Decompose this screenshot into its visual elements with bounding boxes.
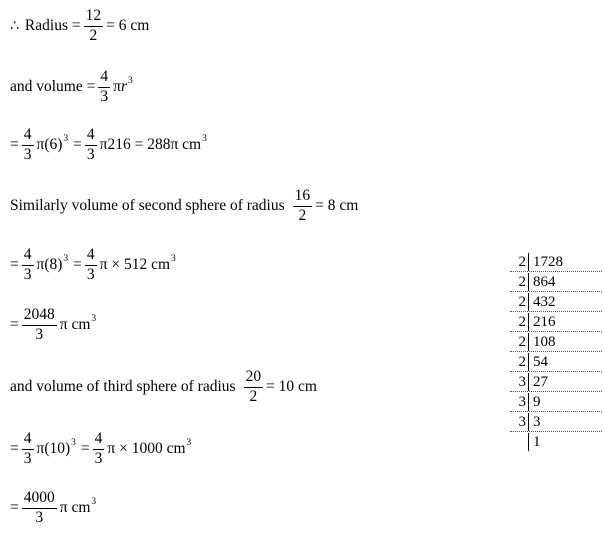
denominator: 3 (86, 265, 95, 283)
pi-times-ten-cubed: π(10) (36, 440, 71, 457)
second-sphere-radius-line (10, 189, 358, 223)
fraction-4-over-3 (93, 431, 105, 467)
first-volume-line (10, 128, 207, 162)
equals-sign: = (73, 256, 82, 273)
ladder-row (510, 252, 602, 272)
radius-line (10, 9, 149, 43)
numerator: 2048 (22, 307, 57, 325)
equals-sign: = (80, 440, 90, 457)
third-sphere-radius-line (10, 370, 317, 404)
second-sphere-label: Similarly volume of second sphere of radius (10, 197, 285, 214)
pi-times-six-cubed: π(6) (36, 136, 63, 153)
exponent: 3 (171, 254, 176, 264)
ladder-divisor: 2 (518, 294, 526, 310)
ladder-row (510, 372, 602, 392)
second-volume-result-line (10, 308, 96, 342)
exponent: 3 (186, 438, 192, 448)
ladder-value: 27 (528, 373, 602, 391)
fraction-16-over-2 (293, 188, 313, 224)
ladder-value: 3 (528, 413, 602, 431)
fraction-4-over-3 (22, 127, 34, 163)
ladder-value: 1 (528, 433, 602, 451)
denominator: 3 (35, 508, 44, 526)
numerator: 12 (84, 8, 104, 26)
denominator: 3 (94, 449, 103, 467)
radius-variable: r (120, 78, 127, 95)
ladder-row (510, 392, 602, 412)
ladder-divisor: 2 (518, 254, 526, 270)
equals-sign: = (10, 316, 19, 333)
equals-sign: = (10, 440, 19, 457)
exponent: 3 (63, 254, 69, 264)
ladder-value: 54 (528, 353, 602, 371)
denominator: 3 (35, 325, 44, 343)
ladder-divisor: 3 (518, 374, 526, 390)
denominator: 3 (86, 145, 95, 163)
numerator: 4000 (22, 490, 57, 508)
volume-formula-line (10, 70, 133, 104)
therefore-symbol: ∴ (10, 18, 19, 34)
numerator: 20 (244, 369, 264, 387)
fraction-4000-over-3 (22, 490, 57, 526)
exponent: 3 (71, 438, 76, 448)
ladder-value: 216 (528, 313, 602, 331)
volume-label: and volume = (10, 78, 96, 95)
ladder-value: 432 (528, 293, 602, 311)
ladder-divisor: 2 (518, 354, 526, 370)
ladder-divisor: 2 (518, 274, 526, 290)
fraction-4-over-3 (98, 69, 110, 105)
numerator: 4 (22, 247, 34, 265)
equals-sign: = (10, 256, 19, 273)
fraction-20-over-2 (244, 369, 264, 405)
ladder-divisor: 2 (518, 314, 526, 330)
numerator: 4 (98, 69, 110, 87)
ladder-row (510, 352, 602, 372)
exponent: 3 (91, 314, 97, 324)
denominator: 2 (298, 206, 307, 224)
ladder-divisor: 3 (518, 394, 526, 410)
exponent: 3 (91, 497, 97, 507)
equals-sign: = (10, 136, 19, 153)
numerator: 4 (93, 431, 105, 449)
fraction-4-over-3 (22, 431, 34, 467)
third-radius-result: = 10 cm (266, 378, 317, 395)
numerator: 4 (22, 431, 34, 449)
pi-symbol: π (113, 78, 121, 95)
radius-result: = 6 cm (106, 17, 150, 34)
numerator: 16 (293, 188, 313, 206)
fraction-4-over-3 (22, 247, 34, 283)
pi-times-eight-cubed: π(8) (36, 256, 63, 273)
ladder-row (510, 332, 602, 352)
second-volume-product: π × 512 cm (99, 256, 171, 273)
exponent: 3 (128, 76, 133, 86)
ladder-value: 9 (528, 393, 602, 411)
fraction-4-over-3 (85, 247, 97, 283)
ladder-divisor: 2 (518, 334, 526, 350)
denominator: 2 (249, 387, 258, 405)
denominator: 2 (89, 26, 98, 44)
numerator: 4 (22, 127, 34, 145)
second-radius-result: = 8 cm (315, 197, 359, 214)
ladder-row (510, 312, 602, 332)
radius-label: Radius = (24, 17, 81, 34)
third-volume-result-line (10, 491, 96, 525)
ladder-row (510, 432, 602, 451)
first-volume-result: π216 = 288π cm (99, 136, 202, 153)
pi-cm-unit: π cm (59, 316, 91, 333)
ladder-value: 108 (528, 333, 602, 351)
ladder-divisor: 3 (518, 414, 526, 430)
pi-cm-unit: π cm (59, 499, 91, 516)
denominator: 3 (100, 87, 109, 105)
numerator: 4 (85, 247, 97, 265)
denominator: 3 (23, 145, 32, 163)
numerator: 4 (85, 127, 97, 145)
ladder-value: 864 (528, 273, 602, 291)
fraction-2048-over-3 (22, 307, 57, 343)
second-volume-line (10, 248, 176, 282)
denominator: 3 (23, 265, 32, 283)
exponent: 3 (202, 134, 207, 144)
prime-factorization-ladder (510, 252, 602, 451)
ladder-value: 1728 (528, 253, 602, 271)
ladder-row (510, 412, 602, 432)
ladder-row (510, 272, 602, 292)
equals-sign: = (73, 136, 82, 153)
third-volume-product: π × 1000 cm (107, 440, 186, 457)
ladder-row (510, 292, 602, 312)
equals-sign: = (10, 499, 19, 516)
denominator: 3 (23, 449, 32, 467)
fraction-12-over-2 (84, 8, 104, 44)
third-volume-line (10, 432, 191, 466)
third-sphere-label: and volume of third sphere of radius (10, 378, 236, 395)
exponent: 3 (63, 134, 69, 144)
fraction-4-over-3 (85, 127, 97, 163)
